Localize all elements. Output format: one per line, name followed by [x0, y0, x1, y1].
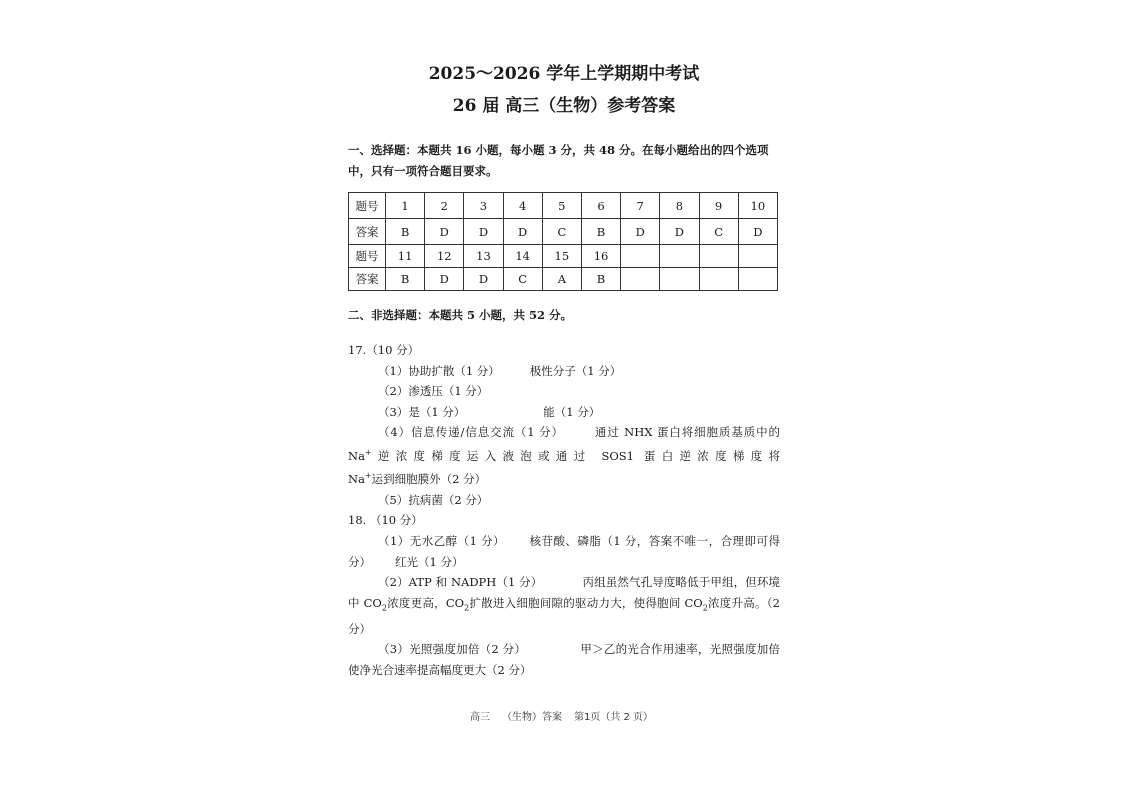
cell: D	[621, 219, 660, 245]
cell	[621, 245, 660, 268]
question-18-heading: 18. （10 分）	[348, 513, 423, 528]
cell: 6	[581, 193, 620, 219]
cell: 4	[503, 193, 542, 219]
q18-part2: （2）ATP 和 NADPH（1 分） 丙组虽然气孔导度略低于甲组，但环境中 $CO_2$浓度更高，$CO_2$扩散进入细胞间隙的驱动力大，使得胞间 $CO_2$浓度升高。（2 分）	[348, 575, 781, 636]
cell: 5	[542, 193, 581, 219]
cell: B	[581, 268, 620, 291]
cell: D	[503, 219, 542, 245]
cell: 14	[503, 245, 542, 268]
cell	[738, 245, 777, 268]
cell	[699, 268, 738, 291]
cell: A	[542, 268, 581, 291]
cell: 3	[464, 193, 503, 219]
cell: 7	[621, 193, 660, 219]
row-label: 答案	[349, 219, 386, 245]
cell: 12	[425, 245, 464, 268]
cell: 2	[425, 193, 464, 219]
section-choice-heading: 一、选择题：本题共 16 小题，每小题 3 分，共 48 分。在每小题给出的四个选项中，只有一项符合题目要求。	[348, 143, 769, 178]
cell: D	[425, 219, 464, 245]
table-row	[349, 193, 778, 219]
section-nonchoice-heading: 二、非选择题：本题共 5 小题，共 52 分。	[348, 308, 573, 322]
q17-part1: （1）协助扩散（1 分） 极性分子（1 分）	[378, 363, 622, 378]
cell: 8	[660, 193, 699, 219]
cell	[699, 245, 738, 268]
cell: 15	[542, 245, 581, 268]
cell: D	[464, 219, 503, 245]
cell	[738, 268, 777, 291]
row-label: 答案	[349, 268, 386, 291]
exam-title: 2025～2026 学年上学期期中考试	[428, 64, 700, 84]
cell: 16	[581, 245, 620, 268]
q17-part4: （4）信息传递/信息交流（1 分） 通过 NHX 蛋白将细胞质基质中的 Na+逆浓度梯度运入液泡或通过 SOS1 蛋白逆浓度梯度将 Na+运到细胞膜外（2 分）	[348, 425, 780, 487]
cell: D	[464, 268, 503, 291]
row-label: 题号	[349, 193, 386, 219]
row-label: 题号	[349, 245, 386, 268]
cell: D	[738, 219, 777, 245]
q18-part3: （3）光照强度加倍（2 分） 甲＞乙的光合作用速率，光照强度加倍使净光合速率提高幅度更大（2 分）	[348, 642, 781, 677]
page-footer: 高三 （生物）答案 第1页（共 2 页）	[469, 712, 654, 723]
table-row	[349, 219, 778, 245]
cell: 9	[699, 193, 738, 219]
cell: C	[542, 219, 581, 245]
cell	[660, 268, 699, 291]
q17-part2: （2）渗透压（1 分）	[378, 384, 489, 399]
cell: B	[386, 268, 425, 291]
cell: 1	[386, 193, 425, 219]
table-row	[349, 268, 778, 291]
cell: 11	[386, 245, 425, 268]
question-17-heading: 17.（10 分）	[348, 343, 420, 357]
cell: 10	[738, 193, 777, 219]
cell: B	[581, 219, 620, 245]
exam-subtitle: 26 届 高三（生物）参考答案	[452, 96, 676, 116]
q17-part5: （5）抗病菌（2 分）	[378, 492, 489, 507]
q17-part3: （3）是（1 分） 能（1 分）	[378, 404, 601, 419]
cell: D	[425, 268, 464, 291]
cell: C	[503, 268, 542, 291]
table-row	[349, 245, 778, 268]
cell: 13	[464, 245, 503, 268]
cell: D	[660, 219, 699, 245]
cell	[660, 245, 699, 268]
q18-part1: （1）无水乙醇（1 分） 核苷酸、磷脂（1 分，答案不唯一，合理即可得分） 红光（1 分）	[348, 534, 780, 569]
answer-table	[348, 192, 778, 291]
answer-sheet-page	[348, 62, 780, 680]
cell: B	[386, 219, 425, 245]
cell: C	[699, 219, 738, 245]
cell	[621, 268, 660, 291]
